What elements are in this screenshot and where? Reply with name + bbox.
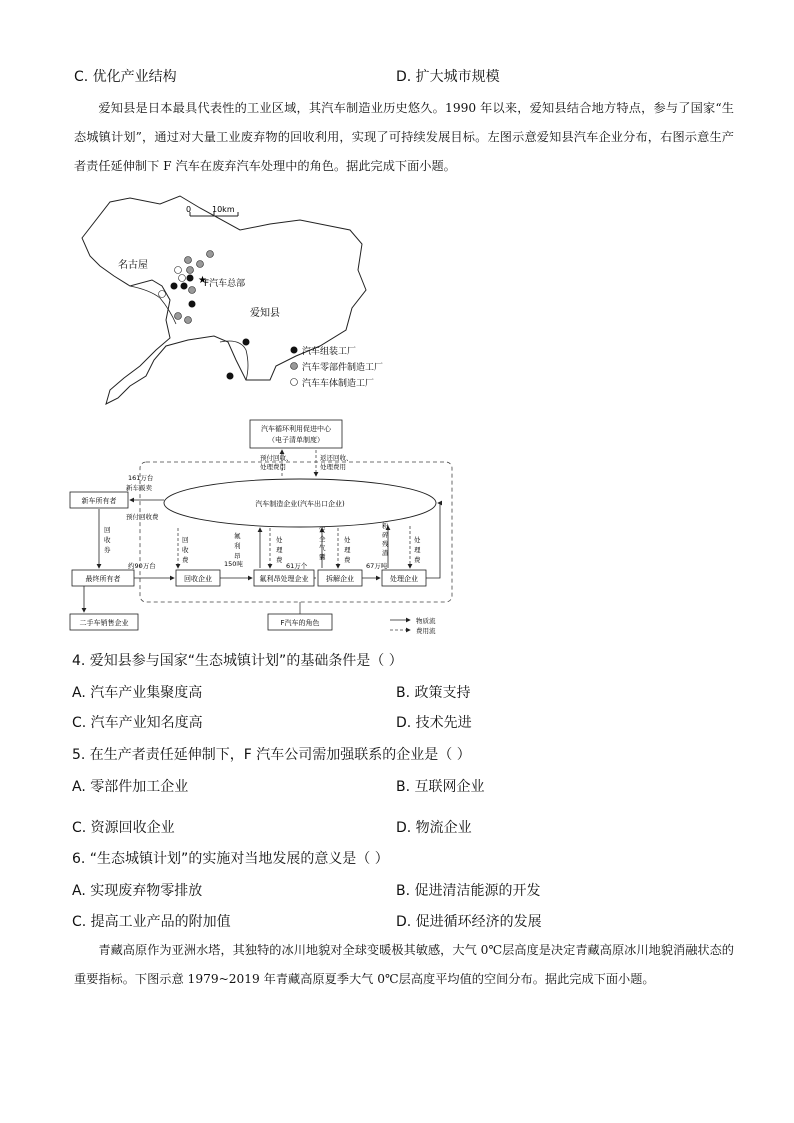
label-hq: F汽车总部: [204, 279, 246, 289]
airbag-1: 安: [319, 526, 326, 534]
passage-aichi: 爱知县是日本最具代表性的工业区域，其汽车制造业历史悠久。1990 年以来，爱知县结合地方特点，参与了国家“生态城镇计划”，通过对大量工业废弃物的回收利用，实现了可持续发展目标。左图示意爱知县汽车企业分布，右图示意生产者责任延伸制下 F 汽车在废弃汽车处理中的角色。据此完成下面小题。: [74, 101, 734, 173]
new-owner: 新车所有者: [81, 497, 117, 505]
legend-parts: 汽车零部件制造工厂: [302, 363, 384, 373]
rec-fee-2: 收: [182, 546, 189, 554]
return-fee-2: 处理费用: [320, 463, 346, 471]
q6-option-c[interactable]: C. 提高工业产品的附加值: [72, 914, 231, 930]
prepay-fee-1: 预付回收、: [260, 454, 293, 462]
about-90: 约90万台: [128, 562, 156, 570]
passage-tibet: 青藏高原作为亚洲水塔，其独特的冰川地貌对全球变暖极其敏感，大气 0℃层高度是决定青藏高原冰川地貌消融状态的重要指标。下图示意 1979~2019 年青藏高原夏季大气 0℃层高度平均值的空间分布。据此完成下面小题。: [74, 943, 734, 986]
freon-3: 昂: [234, 552, 241, 560]
center-box-line2: （电子清单制度）: [268, 436, 324, 444]
legend-assembly: 汽车组装工厂: [302, 347, 357, 357]
proc2-2: 理: [344, 546, 351, 554]
used-car-co: 二手车销售企业: [79, 619, 129, 627]
freon-co: 氟利昂处理企业: [259, 575, 309, 583]
legend-material: 物质流: [416, 617, 436, 625]
q5-option-d[interactable]: D. 物流企业: [396, 820, 472, 836]
new-cars-1: 161万台: [128, 474, 154, 482]
shred-3: 残: [382, 540, 389, 548]
q6-option-b[interactable]: B. 促进清洁能源的开发: [396, 883, 541, 899]
return-fee-1: 返还回收、: [320, 454, 353, 462]
final-owner: 最终所有者: [85, 575, 121, 583]
q6-option-a[interactable]: A. 实现废弃物零排放: [72, 883, 203, 899]
q5-stem: 5. 在生产者责任延伸制下，F 汽车公司需加强联系的企业是（ ）: [72, 747, 471, 763]
q5-option-b[interactable]: B. 互联网企业: [396, 779, 485, 795]
map-legend: [291, 345, 384, 389]
proc2-3: 费: [344, 556, 351, 564]
freon-1: 氟: [234, 532, 241, 540]
prev-option-d: D. 扩大城市规模: [396, 69, 500, 85]
q5-option-c[interactable]: C. 资源回收企业: [72, 820, 175, 836]
legend-body: 汽车车体制造工厂: [302, 379, 375, 389]
q4-option-d[interactable]: D. 技术先进: [396, 715, 472, 731]
scale-0: 0: [186, 205, 192, 214]
q4-option-c[interactable]: C. 汽车产业知名度高: [72, 715, 203, 731]
flow-diagram: [64, 414, 484, 636]
rec-fee-1: 回: [182, 536, 189, 544]
t150: 150吨: [224, 560, 243, 568]
q6-option-d[interactable]: D. 促进循环经济的发展: [396, 914, 542, 930]
shred-2: 碎: [382, 531, 389, 539]
q4-stem: 4. 爱知县参与国家“生态城镇计划”的基础条件是（ ）: [72, 653, 403, 669]
proc1-3: 费: [276, 556, 283, 564]
proc1-1: 处: [276, 536, 283, 544]
freon-2: 利: [234, 542, 241, 550]
airbag-2: 全: [319, 535, 326, 543]
coupon-2: 收: [104, 536, 111, 544]
coupon-1: 回: [104, 526, 111, 534]
rec-fee-3: 费: [182, 556, 189, 564]
proc3-3: 费: [414, 556, 421, 564]
manufacturer: 汽车制造企业(汽车出口企业): [255, 500, 345, 508]
f-role: F汽车的角色: [280, 619, 320, 627]
new-cars-2: 新车贩卖: [126, 484, 152, 492]
proc1-2: 理: [276, 546, 283, 554]
shred-1: 粉: [382, 522, 389, 530]
center-box-line1: 汽车循环利用促进中心: [261, 425, 331, 433]
prepay-recycle: 预付回收费: [126, 513, 159, 521]
aichi-map: [70, 190, 410, 412]
shred-4: 渣: [382, 549, 389, 557]
proc3-1: 处: [414, 536, 421, 544]
q5-option-a[interactable]: A. 零部件加工企业: [72, 779, 189, 795]
airbag-3: 气: [319, 544, 326, 552]
n67: 67万吨: [366, 562, 388, 570]
prev-option-c: C. 优化产业结构: [74, 69, 177, 85]
processing-co: 处理企业: [390, 575, 418, 583]
legend-cost: 费用流: [416, 627, 436, 635]
label-aichi: 爱知县: [250, 308, 280, 319]
n61: 61万个: [286, 562, 308, 570]
q4-option-a[interactable]: A. 汽车产业集聚度高: [72, 685, 203, 701]
proc3-2: 理: [414, 546, 421, 554]
scale-10km: 10km: [212, 205, 235, 214]
hq-star-icon: ★: [198, 275, 207, 286]
q6-stem: 6. “生态城镇计划”的实施对当地发展的意义是（ ）: [72, 851, 389, 867]
recovery-co: 回收企业: [184, 575, 212, 583]
coupon-3: 券: [104, 546, 111, 554]
q4-option-b[interactable]: B. 政策支持: [396, 685, 471, 701]
proc2-1: 处: [344, 536, 351, 544]
airbag-4: 囊: [319, 553, 326, 561]
prepay-fee-2: 处理费用: [260, 463, 286, 471]
label-nagoya: 名古屋: [118, 260, 148, 271]
dismantle-co: 拆解企业: [326, 575, 354, 583]
